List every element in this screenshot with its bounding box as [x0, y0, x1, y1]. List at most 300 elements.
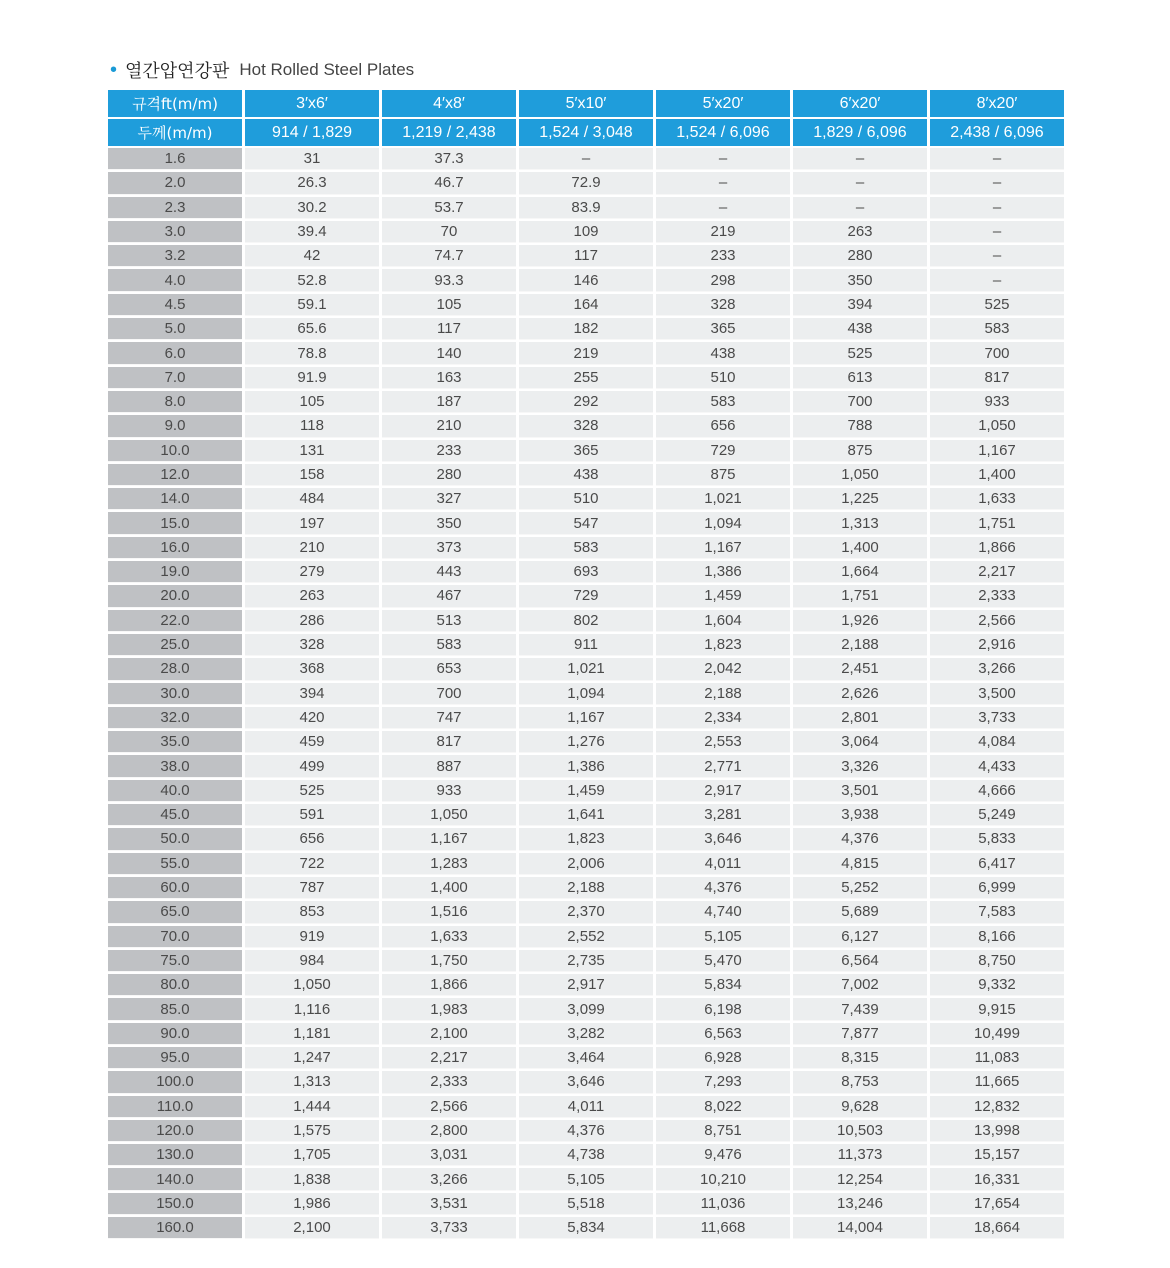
- size-ft-header: 5′x10′: [519, 90, 653, 117]
- spec-label: 규격ft(m/m): [108, 90, 242, 117]
- weight-cell: 438: [519, 464, 653, 486]
- weight-cell: 350: [382, 512, 516, 534]
- weight-cell: 263: [245, 585, 379, 607]
- weight-cell: 2,006: [519, 853, 653, 875]
- weight-cell: 328: [656, 294, 790, 316]
- weight-cell: 4,376: [793, 828, 927, 850]
- weight-cell: 74.7: [382, 245, 516, 267]
- weight-cell: –: [793, 197, 927, 219]
- weight-cell: 1,664: [793, 561, 927, 583]
- weight-cell: 164: [519, 294, 653, 316]
- weight-cell: 2,333: [930, 585, 1064, 607]
- weight-cell: 365: [656, 318, 790, 340]
- weight-cell: 350: [793, 269, 927, 291]
- weight-cell: 37.3: [382, 148, 516, 170]
- weight-cell: 2,626: [793, 683, 927, 705]
- size-mm-header: 914 / 1,829: [245, 119, 379, 146]
- thickness-cell: 35.0: [108, 731, 242, 753]
- weight-cell: 72.9: [519, 172, 653, 194]
- table-row: [108, 610, 1064, 632]
- thickness-cell: 14.0: [108, 488, 242, 510]
- table-row: [108, 926, 1064, 948]
- table-row: [108, 1193, 1064, 1215]
- table-row: [108, 245, 1064, 267]
- weight-cell: 1,823: [519, 828, 653, 850]
- weight-cell: 2,771: [656, 755, 790, 777]
- weight-cell: 292: [519, 391, 653, 413]
- weight-cell: 65.6: [245, 318, 379, 340]
- weight-cell: 4,815: [793, 853, 927, 875]
- thickness-cell: 75.0: [108, 950, 242, 972]
- weight-cell: 1,750: [382, 950, 516, 972]
- weight-cell: 4,011: [519, 1096, 653, 1118]
- table-row: [108, 1023, 1064, 1045]
- thickness-cell: 16.0: [108, 537, 242, 559]
- weight-cell: 510: [519, 488, 653, 510]
- weight-cell: 853: [245, 901, 379, 923]
- weight-cell: 2,217: [930, 561, 1064, 583]
- weight-cell: 1,386: [519, 755, 653, 777]
- weight-cell: 11,665: [930, 1071, 1064, 1093]
- steel-plate-table: [105, 88, 1067, 1241]
- thickness-cell: 95.0: [108, 1047, 242, 1069]
- weight-cell: 3,266: [930, 658, 1064, 680]
- weight-cell: 187: [382, 391, 516, 413]
- weight-cell: 3,266: [382, 1168, 516, 1190]
- size-mm-header: 1,524 / 3,048: [519, 119, 653, 146]
- thickness-cell: 2.0: [108, 172, 242, 194]
- size-mm-header: 1,524 / 6,096: [656, 119, 790, 146]
- thickness-cell: 110.0: [108, 1096, 242, 1118]
- size-ft-header: 6′x20′: [793, 90, 927, 117]
- header-row-mm: [108, 119, 1064, 146]
- thickness-cell: 19.0: [108, 561, 242, 583]
- table-row: [108, 537, 1064, 559]
- table-row: [108, 731, 1064, 753]
- weight-cell: 4,376: [519, 1120, 653, 1142]
- weight-cell: 4,738: [519, 1144, 653, 1166]
- thickness-cell: 7.0: [108, 367, 242, 389]
- weight-cell: 14,004: [793, 1217, 927, 1239]
- table-row: [108, 780, 1064, 802]
- thickness-cell: 65.0: [108, 901, 242, 923]
- weight-cell: 39.4: [245, 221, 379, 243]
- weight-cell: 1,926: [793, 610, 927, 632]
- weight-cell: 1,986: [245, 1193, 379, 1215]
- thickness-cell: 60.0: [108, 877, 242, 899]
- table-row: [108, 1144, 1064, 1166]
- weight-cell: –: [793, 172, 927, 194]
- weight-cell: 5,470: [656, 950, 790, 972]
- weight-cell: 5,105: [519, 1168, 653, 1190]
- thickness-cell: 2.3: [108, 197, 242, 219]
- weight-cell: 70: [382, 221, 516, 243]
- weight-cell: 817: [930, 367, 1064, 389]
- thickness-cell: 38.0: [108, 755, 242, 777]
- weight-cell: 1,633: [382, 926, 516, 948]
- thickness-cell: 40.0: [108, 780, 242, 802]
- weight-cell: 6,417: [930, 853, 1064, 875]
- thickness-cell: 9.0: [108, 415, 242, 437]
- weight-cell: 3,281: [656, 804, 790, 826]
- weight-cell: 817: [382, 731, 516, 753]
- weight-cell: 394: [793, 294, 927, 316]
- weight-cell: 263: [793, 221, 927, 243]
- table-row: [108, 683, 1064, 705]
- weight-cell: 1,050: [930, 415, 1064, 437]
- weight-cell: 1,094: [519, 683, 653, 705]
- weight-cell: 583: [930, 318, 1064, 340]
- thickness-cell: 3.0: [108, 221, 242, 243]
- weight-cell: 13,246: [793, 1193, 927, 1215]
- weight-cell: 91.9: [245, 367, 379, 389]
- thickness-cell: 15.0: [108, 512, 242, 534]
- weight-cell: 6,563: [656, 1023, 790, 1045]
- weight-cell: 1,516: [382, 901, 516, 923]
- thickness-cell: 45.0: [108, 804, 242, 826]
- weight-cell: 10,210: [656, 1168, 790, 1190]
- weight-cell: 700: [793, 391, 927, 413]
- table-row: [108, 974, 1064, 996]
- weight-cell: 7,877: [793, 1023, 927, 1045]
- weight-cell: 46.7: [382, 172, 516, 194]
- thickness-cell: 28.0: [108, 658, 242, 680]
- weight-cell: 59.1: [245, 294, 379, 316]
- thickness-cell: 30.0: [108, 683, 242, 705]
- weight-cell: 8,315: [793, 1047, 927, 1069]
- weight-cell: 7,002: [793, 974, 927, 996]
- weight-cell: 182: [519, 318, 653, 340]
- weight-cell: 140: [382, 342, 516, 364]
- thickness-cell: 10.0: [108, 440, 242, 462]
- thickness-cell: 12.0: [108, 464, 242, 486]
- weight-cell: 933: [930, 391, 1064, 413]
- weight-cell: 1,459: [519, 780, 653, 802]
- thickness-cell: 8.0: [108, 391, 242, 413]
- weight-cell: 5,834: [519, 1217, 653, 1239]
- weight-cell: 547: [519, 512, 653, 534]
- weight-cell: 3,031: [382, 1144, 516, 1166]
- weight-cell: 10,503: [793, 1120, 927, 1142]
- weight-cell: 1,283: [382, 853, 516, 875]
- weight-cell: 2,552: [519, 926, 653, 948]
- weight-cell: 4,433: [930, 755, 1064, 777]
- weight-cell: 2,917: [656, 780, 790, 802]
- size-ft-header: 4′x8′: [382, 90, 516, 117]
- weight-cell: –: [656, 172, 790, 194]
- weight-cell: 42: [245, 245, 379, 267]
- weight-cell: 16,331: [930, 1168, 1064, 1190]
- thickness-cell: 3.2: [108, 245, 242, 267]
- table-row: [108, 804, 1064, 826]
- weight-cell: 78.8: [245, 342, 379, 364]
- weight-cell: 4,084: [930, 731, 1064, 753]
- weight-cell: 1,021: [656, 488, 790, 510]
- weight-cell: 2,566: [930, 610, 1064, 632]
- title-korean: 열간압연강판: [125, 61, 230, 82]
- thickness-cell: 50.0: [108, 828, 242, 850]
- weight-cell: 11,668: [656, 1217, 790, 1239]
- weight-cell: 10,499: [930, 1023, 1064, 1045]
- weight-cell: 1,167: [930, 440, 1064, 462]
- weight-cell: 233: [656, 245, 790, 267]
- weight-cell: 105: [382, 294, 516, 316]
- thickness-cell: 22.0: [108, 610, 242, 632]
- weight-cell: 117: [382, 318, 516, 340]
- weight-cell: 3,531: [382, 1193, 516, 1215]
- weight-cell: 8,750: [930, 950, 1064, 972]
- weight-cell: 438: [793, 318, 927, 340]
- weight-cell: 219: [519, 342, 653, 364]
- weight-cell: 510: [656, 367, 790, 389]
- weight-cell: 11,036: [656, 1193, 790, 1215]
- table-row: [108, 877, 1064, 899]
- weight-cell: 1,167: [519, 707, 653, 729]
- weight-cell: 1,444: [245, 1096, 379, 1118]
- table-row: [108, 755, 1064, 777]
- weight-cell: 117: [519, 245, 653, 267]
- thickness-cell: 4.5: [108, 294, 242, 316]
- table-row: [108, 901, 1064, 923]
- weight-cell: 2,042: [656, 658, 790, 680]
- weight-cell: 9,628: [793, 1096, 927, 1118]
- table-row: [108, 1071, 1064, 1093]
- weight-cell: 30.2: [245, 197, 379, 219]
- weight-cell: 653: [382, 658, 516, 680]
- header-row-ft: [108, 90, 1064, 117]
- weight-cell: 2,801: [793, 707, 927, 729]
- weight-cell: 83.9: [519, 197, 653, 219]
- weight-cell: 591: [245, 804, 379, 826]
- weight-cell: 394: [245, 683, 379, 705]
- weight-cell: 3,326: [793, 755, 927, 777]
- thickness-cell: 100.0: [108, 1071, 242, 1093]
- weight-cell: 373: [382, 537, 516, 559]
- page-title: [110, 57, 414, 83]
- weight-cell: 583: [382, 634, 516, 656]
- weight-cell: 365: [519, 440, 653, 462]
- weight-cell: 1,575: [245, 1120, 379, 1142]
- weight-cell: 1,167: [382, 828, 516, 850]
- weight-cell: 328: [245, 634, 379, 656]
- weight-cell: 1,050: [382, 804, 516, 826]
- weight-cell: 210: [245, 537, 379, 559]
- weight-cell: 467: [382, 585, 516, 607]
- thickness-cell: 120.0: [108, 1120, 242, 1142]
- weight-cell: 233: [382, 440, 516, 462]
- weight-cell: 279: [245, 561, 379, 583]
- table-row: [108, 634, 1064, 656]
- weight-cell: 933: [382, 780, 516, 802]
- thickness-cell: 85.0: [108, 998, 242, 1020]
- weight-cell: 1,459: [656, 585, 790, 607]
- table-row: [108, 172, 1064, 194]
- weight-cell: –: [519, 148, 653, 170]
- weight-cell: 583: [656, 391, 790, 413]
- weight-cell: 8,022: [656, 1096, 790, 1118]
- table-header: [108, 90, 1064, 146]
- weight-cell: 1,641: [519, 804, 653, 826]
- weight-cell: 2,100: [245, 1217, 379, 1239]
- weight-cell: 875: [793, 440, 927, 462]
- weight-cell: 327: [382, 488, 516, 510]
- weight-cell: 911: [519, 634, 653, 656]
- thickness-cell: 6.0: [108, 342, 242, 364]
- weight-cell: 1,705: [245, 1144, 379, 1166]
- table-row: [108, 148, 1064, 170]
- weight-cell: 525: [245, 780, 379, 802]
- table-row: [108, 561, 1064, 583]
- table-row: [108, 391, 1064, 413]
- weight-cell: 700: [930, 342, 1064, 364]
- thickness-cell: 160.0: [108, 1217, 242, 1239]
- table-row: [108, 318, 1064, 340]
- weight-cell: 1,225: [793, 488, 927, 510]
- weight-cell: 146: [519, 269, 653, 291]
- weight-cell: 2,334: [656, 707, 790, 729]
- weight-cell: 1,604: [656, 610, 790, 632]
- table-row: [108, 440, 1064, 462]
- weight-cell: 8,753: [793, 1071, 927, 1093]
- table-row: [108, 998, 1064, 1020]
- weight-cell: 2,735: [519, 950, 653, 972]
- weight-cell: 1,983: [382, 998, 516, 1020]
- weight-cell: 1,247: [245, 1047, 379, 1069]
- weight-cell: 5,833: [930, 828, 1064, 850]
- weight-cell: 4,011: [656, 853, 790, 875]
- weight-cell: 1,633: [930, 488, 1064, 510]
- weight-cell: 3,646: [656, 828, 790, 850]
- weight-cell: –: [656, 148, 790, 170]
- weight-cell: 656: [656, 415, 790, 437]
- weight-cell: 1,866: [382, 974, 516, 996]
- weight-cell: 3,500: [930, 683, 1064, 705]
- weight-cell: 5,518: [519, 1193, 653, 1215]
- weight-cell: 4,666: [930, 780, 1064, 802]
- weight-cell: 2,451: [793, 658, 927, 680]
- weight-cell: 1,116: [245, 998, 379, 1020]
- weight-cell: 2,553: [656, 731, 790, 753]
- weight-cell: 513: [382, 610, 516, 632]
- table-row: [108, 1168, 1064, 1190]
- weight-cell: 2,188: [793, 634, 927, 656]
- table-row: [108, 853, 1064, 875]
- weight-cell: 7,293: [656, 1071, 790, 1093]
- weight-cell: 2,100: [382, 1023, 516, 1045]
- weight-cell: –: [930, 172, 1064, 194]
- weight-cell: 1,313: [245, 1071, 379, 1093]
- table-row: [108, 828, 1064, 850]
- weight-cell: 210: [382, 415, 516, 437]
- table-row: [108, 367, 1064, 389]
- weight-cell: 700: [382, 683, 516, 705]
- weight-cell: 2,800: [382, 1120, 516, 1142]
- weight-cell: 3,064: [793, 731, 927, 753]
- weight-cell: 9,332: [930, 974, 1064, 996]
- weight-cell: 8,166: [930, 926, 1064, 948]
- size-mm-header: 2,438 / 6,096: [930, 119, 1064, 146]
- weight-cell: 158: [245, 464, 379, 486]
- thickness-cell: 1.6: [108, 148, 242, 170]
- thickness-cell: 90.0: [108, 1023, 242, 1045]
- weight-cell: 2,566: [382, 1096, 516, 1118]
- table-row: [108, 342, 1064, 364]
- weight-cell: 2,217: [382, 1047, 516, 1069]
- weight-cell: 1,050: [793, 464, 927, 486]
- weight-cell: 52.8: [245, 269, 379, 291]
- size-ft-header: 5′x20′: [656, 90, 790, 117]
- weight-cell: 443: [382, 561, 516, 583]
- thickness-cell: 150.0: [108, 1193, 242, 1215]
- weight-cell: 729: [519, 585, 653, 607]
- weight-cell: 802: [519, 610, 653, 632]
- table-body: [108, 148, 1064, 1239]
- title-english: Hot Rolled Steel Plates: [239, 60, 415, 79]
- table-row: [108, 950, 1064, 972]
- weight-cell: 438: [656, 342, 790, 364]
- weight-cell: 3,646: [519, 1071, 653, 1093]
- table-row: [108, 415, 1064, 437]
- table-row: [108, 488, 1064, 510]
- weight-cell: 6,999: [930, 877, 1064, 899]
- weight-cell: 1,823: [656, 634, 790, 656]
- weight-cell: 8,751: [656, 1120, 790, 1142]
- weight-cell: 656: [245, 828, 379, 850]
- weight-cell: 26.3: [245, 172, 379, 194]
- weight-cell: 6,127: [793, 926, 927, 948]
- thickness-label: 두께(m/m): [108, 119, 242, 146]
- weight-cell: 18,664: [930, 1217, 1064, 1239]
- weight-cell: 280: [793, 245, 927, 267]
- table-row: [108, 197, 1064, 219]
- weight-cell: 2,916: [930, 634, 1064, 656]
- weight-cell: –: [930, 245, 1064, 267]
- table-row: [108, 585, 1064, 607]
- weight-cell: 1,313: [793, 512, 927, 534]
- weight-cell: 1,021: [519, 658, 653, 680]
- weight-cell: 1,094: [656, 512, 790, 534]
- table-row: [108, 1096, 1064, 1118]
- thickness-cell: 4.0: [108, 269, 242, 291]
- size-ft-header: 3′x6′: [245, 90, 379, 117]
- weight-cell: 1,400: [793, 537, 927, 559]
- weight-cell: 1,050: [245, 974, 379, 996]
- thickness-cell: 80.0: [108, 974, 242, 996]
- weight-cell: 2,917: [519, 974, 653, 996]
- weight-cell: –: [930, 269, 1064, 291]
- thickness-cell: 5.0: [108, 318, 242, 340]
- weight-cell: 2,370: [519, 901, 653, 923]
- weight-cell: –: [930, 221, 1064, 243]
- weight-cell: 219: [656, 221, 790, 243]
- weight-cell: 13,998: [930, 1120, 1064, 1142]
- weight-cell: 3,099: [519, 998, 653, 1020]
- weight-cell: –: [930, 148, 1064, 170]
- weight-cell: 613: [793, 367, 927, 389]
- weight-cell: 984: [245, 950, 379, 972]
- weight-cell: 3,501: [793, 780, 927, 802]
- weight-cell: 3,733: [382, 1217, 516, 1239]
- weight-cell: –: [793, 148, 927, 170]
- weight-cell: 787: [245, 877, 379, 899]
- weight-cell: 525: [793, 342, 927, 364]
- weight-cell: 1,181: [245, 1023, 379, 1045]
- thickness-cell: 20.0: [108, 585, 242, 607]
- table-row: [108, 221, 1064, 243]
- weight-cell: 3,733: [930, 707, 1064, 729]
- weight-cell: 1,400: [382, 877, 516, 899]
- weight-cell: 459: [245, 731, 379, 753]
